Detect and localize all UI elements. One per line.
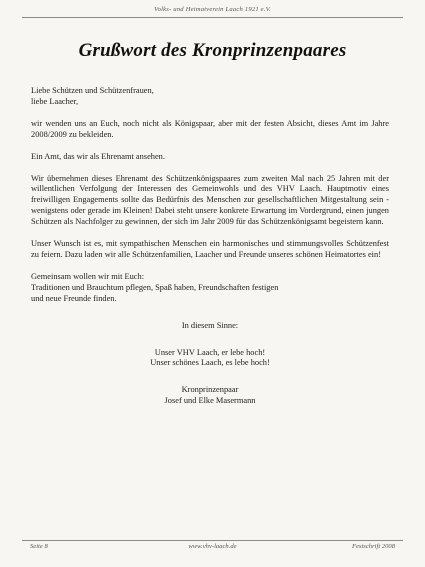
closing-sense: In diesem Sinne: — [181, 320, 239, 330]
signature-names: Josef und Elke Masermann — [164, 396, 256, 406]
page-title: Grußwort des Kronprinzenpaares — [78, 40, 347, 61]
footer-edition: Festschrift 2008 — [351, 543, 395, 550]
page-header: Volks- und Heimatverein Laach 1921 e.V. — [154, 6, 271, 13]
header-divider — [22, 17, 403, 18]
greeting-line-2: liebe Laacher, — [31, 96, 79, 106]
paragraph-together — [31, 272, 389, 305]
cheer-line-2: Unser schönes Laach, es lebe hoch! — [150, 358, 270, 368]
closing-block — [31, 321, 389, 408]
together-line-1: Gemeinsam wollen wir mit Euch: — [31, 271, 145, 281]
cheer-line-1: Unser VHV Laach, er lebe hoch! — [154, 347, 266, 357]
footer-page-number: Seite 8 — [30, 543, 48, 550]
signature-title: Kronprinzenpaar — [181, 385, 239, 395]
letter-body — [31, 86, 389, 417]
together-line-3: und neue Freunde finden. — [31, 293, 117, 303]
paragraph-commitment: Wir übernehmen dieses Ehrenamt des Schützenkönigspaares zum zweiten Mal nach 25 Jahren mit der willentlichen Verfolgung der Interessen des Gemeinwohls und des VHV Laach. Hauptmotiv eines freiwilligen Engagements sollte das Bedürfnis des Menschen zur gesellschaftlichen Mitgestaltung sein - wenigstens oder gerade im Kleinen! Dabei steht unsere konkrete Erwartung im Vordergrund, einen jungen Schützen als Nachfolger zu gewinnen, der sich im Jahr 2009 für das Schützenkönigsamt begeistern kann. — [31, 173, 389, 227]
greeting-line-1: Liebe Schützen und Schützenfrauen, — [31, 86, 154, 95]
signature — [31, 385, 389, 407]
paragraph-wish: Unser Wunsch ist es, mit sympathischen Menschen ein harmonisches und stimmungsvolles Schützenfest zu feiern. Dazu laden wir alle Schützenfamilien, Laacher und Freunde unseres schönen Heimatortes ein! — [31, 239, 389, 259]
paragraph-intent: wir wenden uns an Euch, noch nicht als Königspaar, aber mit der festen Absicht, dieses Amt im Jahre 2008/2009 zu bekleiden. — [31, 118, 389, 139]
greeting — [31, 86, 389, 108]
together-line-2: Traditionen und Brauchtum pflegen, Spaß haben, Freundschaften festigen — [31, 282, 279, 292]
footer-divider — [22, 540, 403, 541]
footer-url: www.vhv-laach.de — [188, 543, 237, 550]
paragraph-honorary-office: Ein Amt, das wir als Ehrenamt ansehen. — [31, 151, 165, 161]
closing-cheers — [31, 348, 389, 370]
